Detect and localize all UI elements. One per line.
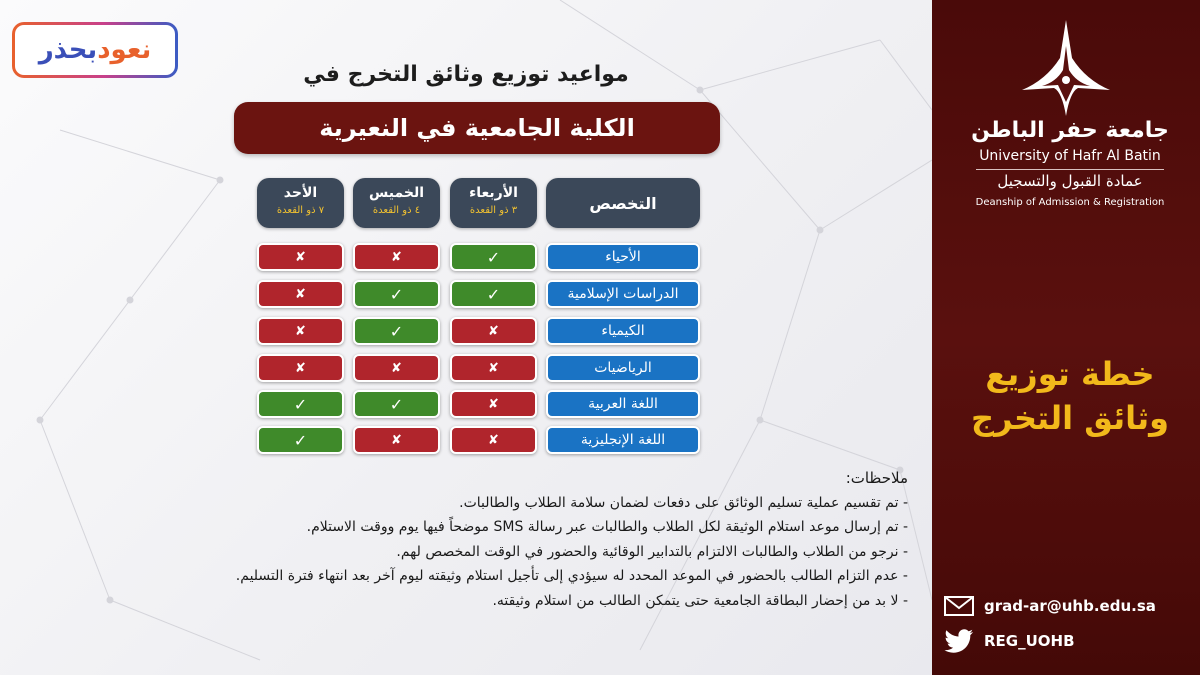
notes-title: ملاحظات: <box>845 469 908 487</box>
unavailable-cross-icon: ✘ <box>450 426 537 454</box>
university-name-ar: جامعة حفر الباطن <box>971 118 1169 143</box>
available-check-icon: ✓ <box>257 390 344 418</box>
twitter-handle[interactable]: REG_UOHB <box>984 632 1075 650</box>
email-address[interactable]: grad-ar@uhb.edu.sa <box>984 597 1156 615</box>
college-banner: الكلية الجامعية في النعيرية <box>234 102 720 154</box>
available-check-icon: ✓ <box>450 243 537 271</box>
twitter-icon <box>944 629 974 653</box>
header-day-name: الأحد <box>283 185 318 201</box>
deanship-name-ar: عمادة القبول والتسجيل <box>997 172 1143 190</box>
logo-text-part2: بحذر <box>38 35 98 65</box>
header-day-date: ٧ ذو القعدة <box>276 205 325 216</box>
header-day-name: الأربعاء <box>469 185 518 201</box>
unavailable-cross-icon: ✘ <box>353 243 440 271</box>
note-item: - عدم التزام الطالب بالحضور في الموعد المحدد له سيؤدي إلى تأجيل استلام وثيقته ليوم آخر بعد انتهاء فترة التسليم. <box>235 568 908 584</box>
email-contact[interactable] <box>944 593 1156 619</box>
subject-cell: الأحياء <box>546 243 700 271</box>
available-check-icon: ✓ <box>353 390 440 418</box>
note-item: - نرجو من الطلاب والطالبات الالتزام بالتدابير الوقائية والحضور في الوقت المخصص لهم. <box>396 543 908 560</box>
unavailable-cross-icon: ✘ <box>257 280 344 308</box>
header-day-date: ٤ ذو القعدة <box>372 205 421 216</box>
available-check-icon: ✓ <box>450 280 537 308</box>
header-day <box>450 178 537 228</box>
header-day-name: الخميس <box>368 185 425 201</box>
page-title: مواعيد توزيع وثائق التخرج في <box>303 62 629 87</box>
divider <box>976 169 1164 170</box>
subject-cell: اللغة الإنجليزية <box>546 426 700 454</box>
header-day <box>353 178 440 228</box>
mail-icon <box>944 596 974 616</box>
subject-cell: الكيمياء <box>546 317 700 345</box>
unavailable-cross-icon: ✘ <box>257 317 344 345</box>
logo-text-part1: نعود <box>97 35 152 65</box>
unavailable-cross-icon: ✘ <box>353 426 440 454</box>
subject-cell: اللغة العربية <box>546 390 700 418</box>
note-item: - لا بد من إحضار البطاقة الجامعية حتى يتمكن الطالب من استلام وثيقته. <box>492 592 908 609</box>
unavailable-cross-icon: ✘ <box>257 354 344 382</box>
deanship-name-en: Deanship of Admission & Registration <box>975 197 1165 208</box>
subject-cell: الرياضيات <box>546 354 700 382</box>
available-check-icon: ✓ <box>353 280 440 308</box>
university-name-en: University of Hafr Al Batin <box>979 148 1161 164</box>
note-item: - تم تقسيم عملية تسليم الوثائق على دفعات لضمان سلامة الطلاب والطالبات. <box>459 494 908 511</box>
plan-title-line1: خطة توزيع <box>985 355 1155 393</box>
notes-section <box>232 466 908 613</box>
unavailable-cross-icon: ✘ <box>450 317 537 345</box>
unavailable-cross-icon: ✘ <box>450 390 537 418</box>
available-check-icon: ✓ <box>353 317 440 345</box>
header-day-date: ٣ ذو القعدة <box>469 205 518 216</box>
plan-title <box>940 352 1200 440</box>
unavailable-cross-icon: ✘ <box>353 354 440 382</box>
twitter-contact[interactable] <box>944 628 1075 654</box>
note-item: - تم إرسال موعد استلام الوثيقة لكل الطلاب والطالبات عبر رسالة SMS موضحاً فيها يوم ووقت الاستلام. <box>306 519 908 535</box>
available-check-icon: ✓ <box>257 426 344 454</box>
plan-title-line2: وثائق التخرج <box>971 399 1169 437</box>
header-specialty: التخصص <box>546 178 700 228</box>
header-day <box>257 178 344 228</box>
unavailable-cross-icon: ✘ <box>257 243 344 271</box>
subject-cell: الدراسات الإسلامية <box>546 280 700 308</box>
unavailable-cross-icon: ✘ <box>450 354 537 382</box>
university-emblem-icon <box>1020 18 1112 118</box>
